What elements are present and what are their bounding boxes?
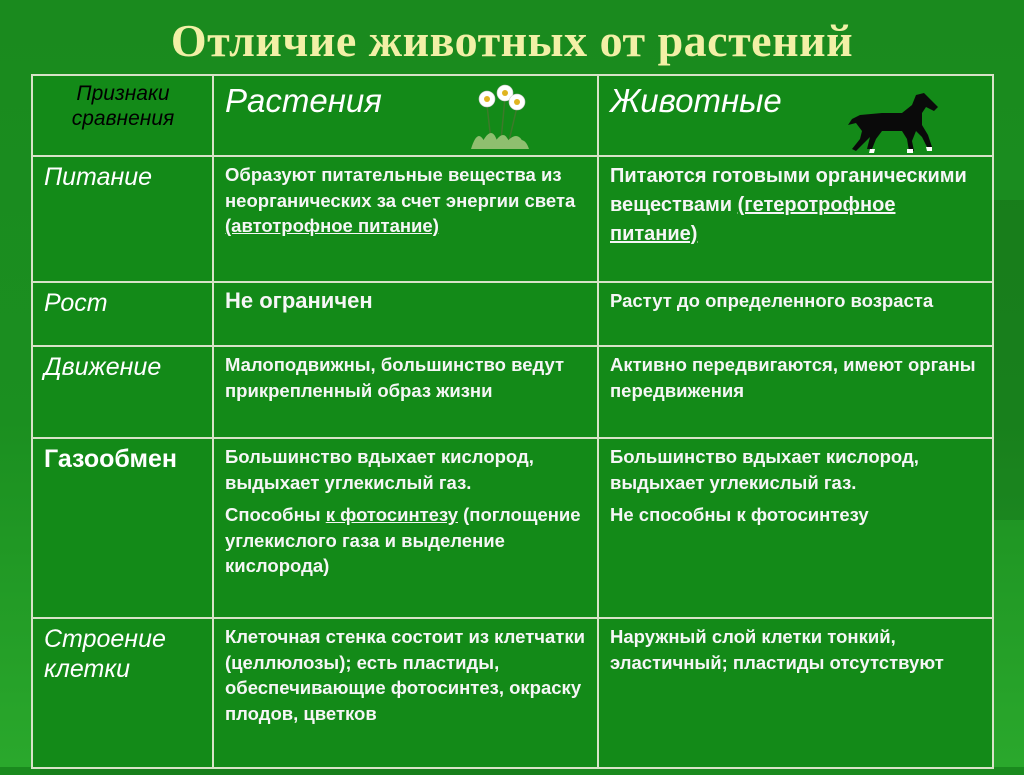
cell-text: Питаются готовыми органическими веществами xyxy=(610,165,967,216)
black-horse-icon xyxy=(842,91,942,157)
header-animals-label: Животные xyxy=(610,82,782,119)
table-row xyxy=(32,282,993,346)
cell-text-underlined: (автотрофное питание) xyxy=(225,215,439,236)
comparison-table xyxy=(31,74,994,769)
table-row xyxy=(32,618,993,768)
row-label-movement: Движение xyxy=(44,353,162,381)
nutrition-plants-cell xyxy=(213,156,598,282)
cell-text: Большинство вдыхает кислород, выдыхает углекислый газ. xyxy=(225,446,534,493)
nutrition-animals-cell xyxy=(598,156,993,282)
movement-animals-cell xyxy=(598,346,993,438)
table-row xyxy=(32,156,993,282)
gas-exchange-plants-cell xyxy=(213,438,598,618)
cell-text: Не способны к фотосинтезу xyxy=(610,504,869,525)
growth-animals-cell xyxy=(598,282,993,346)
cell-structure-animals-cell xyxy=(598,618,993,768)
header-animals-cell xyxy=(598,75,993,156)
row-label-growth: Рост xyxy=(44,289,108,317)
row-label-nutrition: Питание xyxy=(44,163,153,191)
cell-text: Наружный слой клетки тонкий, эластичный; пластиды отсутствуют xyxy=(610,626,944,673)
cell-structure-plants-cell xyxy=(213,618,598,768)
header-plants-cell xyxy=(213,75,598,156)
cell-text: Образуют питательные вещества из неорганических за счет энергии света xyxy=(225,164,576,211)
header-criteria-label: Признаки сравнения xyxy=(71,82,175,130)
slide-title: Отличие животных от растений xyxy=(170,15,854,66)
daisy-flower-icon xyxy=(465,83,531,153)
table-header-row xyxy=(32,75,993,156)
cell-text: Активно передвигаются, имеют органы передвижения xyxy=(610,354,976,401)
movement-plants-cell xyxy=(213,346,598,438)
header-plants-label: Растения xyxy=(225,82,382,119)
cell-text-underlined: к фотосинтезу xyxy=(325,504,458,525)
row-label-cell-structure: Строение клетки xyxy=(44,625,166,683)
header-criteria-cell xyxy=(32,75,213,156)
row-label-gas-exchange: Газообмен xyxy=(44,445,178,473)
cell-text: Большинство вдыхает кислород, выдыхает углекислый газ. xyxy=(610,446,919,493)
cell-text-underlined: (гетеротрофное питание) xyxy=(610,194,896,245)
gas-exchange-animals-cell xyxy=(598,438,993,618)
table-row xyxy=(32,438,993,618)
cell-text: (поглощение углекислого газа и выделение кислорода) xyxy=(225,504,581,576)
cell-text: Растут до определенного возраста xyxy=(610,290,934,311)
growth-plants-cell xyxy=(213,282,598,346)
cell-text: Не ограничен xyxy=(225,288,373,313)
cell-text: Малоподвижны, большинство ведут прикрепленный образ жизни xyxy=(225,354,565,401)
cell-text: Способны xyxy=(225,504,326,525)
cell-text: Клеточная стенка состоит из клетчатки (целлюлозы); есть пластиды, обеспечивающие фотосинтез, окраску плодов, цветков xyxy=(225,626,585,724)
table-row xyxy=(32,346,993,438)
